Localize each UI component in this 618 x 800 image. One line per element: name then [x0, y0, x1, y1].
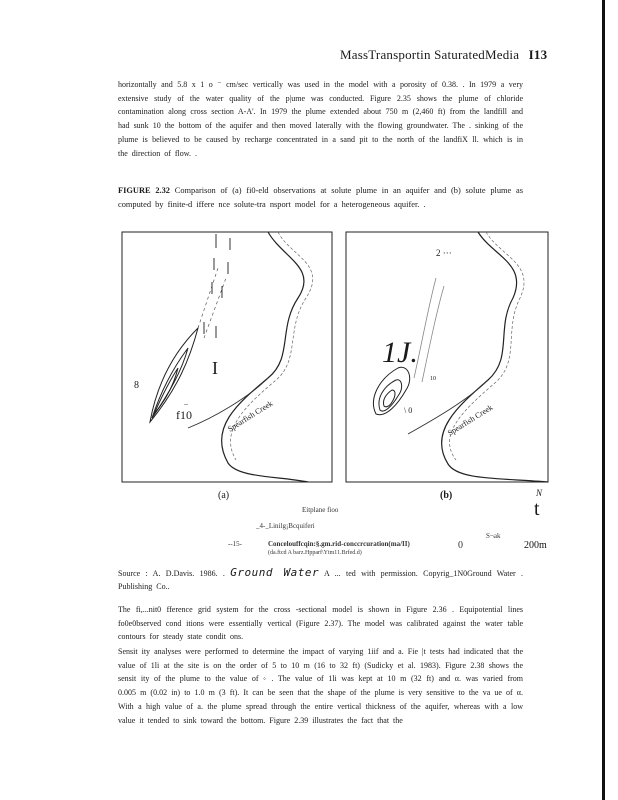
creek-label-b: Spearfish Creek — [446, 402, 495, 438]
mark-I: I — [212, 358, 218, 378]
panel-b-frame — [346, 232, 548, 482]
mark-1J: 1J. — [382, 336, 418, 369]
body-paragraph-2: The fi,...nit0 fference grid system for the cross -sectional model is shown in Figure 2.36 . Equipotential lines fo0e0bserved cond itions were essentially vertical (Figure 2.37). The model was calibrated against the water table contours for steady state condit ons. — [118, 605, 523, 642]
panel-b-label: (b) — [440, 490, 453, 501]
panel-a-label: (a) — [218, 490, 230, 501]
page-edge-rule — [602, 0, 605, 800]
source-lead: Source : A. D.Davis. 1986. . — [118, 569, 225, 578]
mark-f10: f10 — [176, 408, 192, 422]
running-title: MassTransportin SaturatedMedia — [340, 47, 520, 62]
mark-2: 2 ··· — [436, 248, 452, 258]
figure-source — [118, 567, 523, 593]
scale-glyph: S¬ak — [486, 532, 501, 540]
figure-caption-text: Comparison of (a) fi0-eld observations at solute plume in an aquifer and (b) solute plume as computed by finite-d iffere nce solute-tra nsport model for a heterogeneous aquifer. . — [118, 186, 523, 209]
mark-dots: .. — [184, 398, 188, 407]
legend-dash: --15- — [228, 540, 242, 548]
source-tail: A ... ted with permission. Copyrig_1N0Ground Water . Publishing Co.. — [118, 569, 523, 591]
page-number: I13 — [528, 47, 548, 62]
figure-caption — [118, 184, 523, 212]
legend-title: Eitplane fioo — [302, 506, 339, 514]
body-paragraph-3: Sensit ity analyses were performed to determine the impact of varying 1iif and a. Fie |t tests had indicated that the value of 1li at the site is on the order of 5 to 10 m (16 to 32 ft) (Sudicky et al. 1983). Figure 2.38 shows the sensit ity of the plume to the value of ◦ . The value of 1li was kept at 10 m (32 ft) and α. was varied from 0.005 m (0.02 in) to 1.0 m (3 ft). It can be seen that the shape of the plume is very sensitive to the va ue of α. With a high value of a. the plume spread through the entire vertical thickness of the aquifer, whereas with a low value it tended to sink toward the bottom. Figure 2.39 illustrates the fact that the — [118, 647, 523, 725]
plume-b-contour-mid — [379, 380, 402, 411]
mark-0: \ 0 — [404, 406, 413, 415]
figure-2-32 — [118, 228, 552, 556]
plume-a-contour-inner — [154, 368, 178, 414]
panel-a-dashed-streaks — [198, 268, 226, 338]
north-arrow: t — [534, 498, 540, 520]
north-label: N — [536, 488, 543, 498]
source-journal: Ground Water — [230, 566, 320, 579]
scale-zero: 0 — [458, 540, 463, 551]
scale-label: 200m — [524, 540, 547, 551]
figure-caption-label: FIGURE 2.32 — [118, 186, 170, 195]
legend-line-3: (da.ftcd A barz.Hpparf\Ytm11.Brfed.d) — [268, 550, 362, 556]
panel-b-streaks — [414, 278, 444, 382]
plume-b-contour-inner — [383, 390, 395, 407]
legend-line-1: _4-_Linilg¡Bcquiferi — [256, 522, 315, 530]
mark-8: 8 — [134, 380, 139, 391]
creek-label-a: Spearfish Creek — [226, 398, 275, 434]
panel-a-road — [188, 378, 268, 428]
legend-line-2: Concelouffcqin:§.gm.rid-conccrcuration(ma/II) — [268, 540, 410, 548]
panel-b-shoreline — [442, 232, 548, 482]
running-header — [340, 47, 547, 63]
mark-10: 10 — [430, 376, 436, 382]
panel-b-road — [408, 380, 488, 434]
body-paragraph-1: horizontally and 5.8 x 1 o ⁻ cm/sec vertically was used in the model with a porosity of 0.38. . In 1979 a very extensive study of the water quality of the p|ume was conducted. Figure 2.35 shows the plume of chloride contamination along cross section A-A'. In 1979 the plume extended about 750 m (2,460 ft) from the landfill and had sunk 10 the bottom of the aquifer and then moved laterally with the flowing groundwater. The . sinking of the plume is believed to be caused by recharge concentrated in a sand pit to the north of the landfiX ll. which is in the direction of flow. . — [118, 80, 523, 158]
panel-a-shoreline — [222, 232, 308, 482]
figure-drawing — [118, 228, 552, 528]
